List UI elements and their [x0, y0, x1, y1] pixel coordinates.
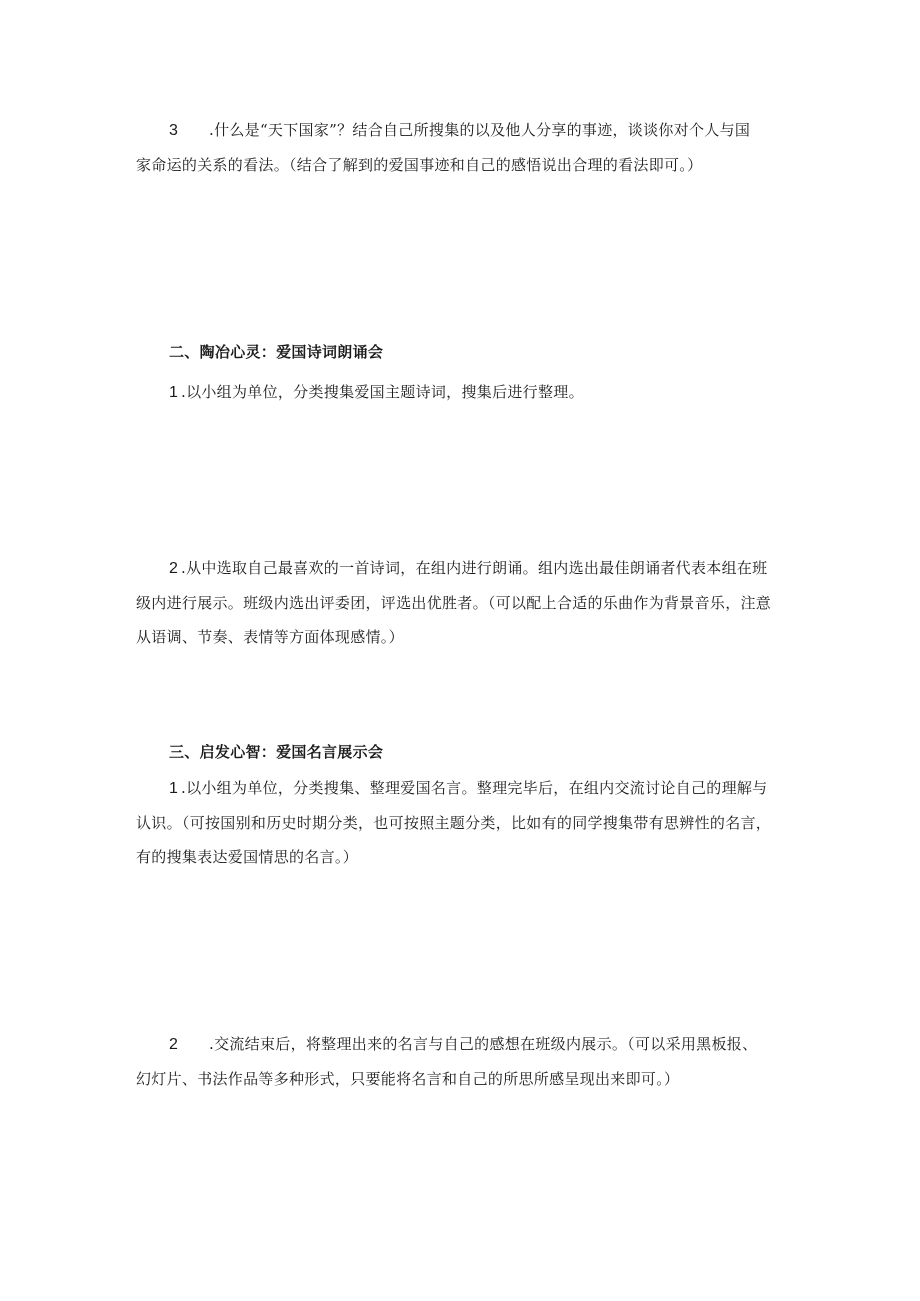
- section-2-item-2-text-1: .从中选取自己最喜欢的一首诗词，在组内进行朗诵。组内选出最佳朗诵者代表本组在班: [181, 559, 768, 577]
- section-2-item-2-text-3: 从语调、节奏、表情等方面体现感情。）: [136, 628, 404, 646]
- section-3-item-2: [136, 1027, 796, 1096]
- section-2-item-2-number: 2: [169, 560, 179, 577]
- section-3-item-2-number: 2: [169, 1036, 179, 1053]
- section-2-item-2-text-2: 级内进行展示。班级内选出评委团，评选出优胜者。（可以配上合适的乐曲作为背景音乐，注意: [136, 594, 772, 612]
- section-2-item-1-line-1: [136, 375, 796, 410]
- question-3-text-2: 家命运的关系的看法。（结合了解到的爱国事迹和自己的感悟说出合理的看法即可。）: [136, 156, 703, 174]
- section-3-item-2-text-1: .交流结束后，将整理出来的名言与自己的感想在班级内展示。（可以采用黑板报、: [209, 1035, 758, 1053]
- section-3-item-1-number: 1: [169, 780, 179, 797]
- section-3-item-2-line-1: [136, 1027, 796, 1062]
- section-2-heading: 二、陶冶心灵：爱国诗词朗诵会: [169, 344, 384, 361]
- question-3-line-1: [136, 113, 796, 148]
- question-3: [136, 113, 796, 182]
- section-3-item-1-text-1: .以小组为单位，分类搜集、整理爱国名言。整理完毕后，在组内交流讨论自己的理解与: [181, 779, 768, 797]
- section-3-item-2-text-2: 幻灯片、书法作品等多种形式，只要能将名言和自己的所思所感呈现出来即可。）: [136, 1070, 680, 1088]
- question-3-text-1: .什么是“天下国家”？结合自己所搜集的以及他人分享的事迹，谈谈你对个人与国: [209, 121, 751, 139]
- question-3-number: 3: [169, 122, 179, 139]
- section-3-item-1-text-3: 有的搜集表达爱国情思的名言。）: [136, 848, 359, 866]
- section-3-heading: 三、启发心智：爱国名言展示会: [169, 744, 384, 761]
- section-2-item-2-line-1: [136, 551, 796, 586]
- section-2-item-1: [136, 375, 796, 410]
- section-3-item-1: [136, 771, 796, 874]
- section-3-item-1-line-1: [136, 771, 796, 806]
- section-2-item-1-text-1: .以小组为单位，分类搜集爱国主题诗词，搜集后进行整理。: [181, 383, 584, 401]
- section-3-item-1-text-2: 认识。（可按国别和历史时期分类，也可按照主题分类，比如有的同学搜集带有思辨性的名言，: [136, 814, 772, 832]
- section-2-item-1-number: 1: [169, 384, 179, 401]
- section-2-item-2: [136, 551, 796, 654]
